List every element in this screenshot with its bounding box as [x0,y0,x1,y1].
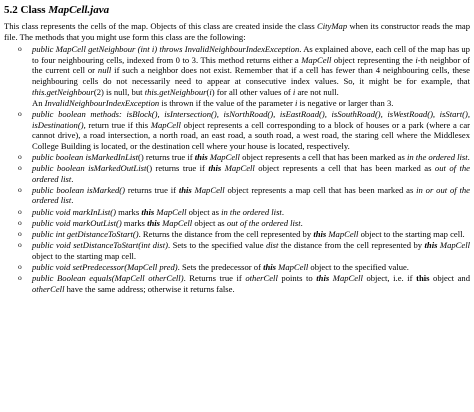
method-desc-italic: otherCell [245,273,278,284]
section-heading [4,4,470,17]
method-desc: -th neighbor of the current cell or [32,54,470,76]
method-desc-bold: this [141,206,155,217]
method-desc-italic: MapCell [439,240,470,251]
method-desc: ) for all other values of [211,86,293,97]
method-signature: public void setDistanceToStart(int dist) [32,240,168,251]
method-desc: have the same address; otherwise it returns false. [64,283,235,294]
method-desc: . [281,206,284,217]
method-desc: . As explained above, each cell of the map has up to four neighbouring cells, indexed from 0 to 3. This method returns either a [32,44,470,65]
method-desc: points to [277,273,317,284]
method-desc-bold: this [194,151,208,162]
method-signature: public void setPredecessor(MapCell pred) [32,262,178,272]
method-desc: . Sets to the specified value [167,240,266,251]
method-desc: . [300,217,303,228]
method-signature: public boolean isMarkedOutList [32,163,147,174]
note-exception-name: InvalidNeighbourIndexException [44,97,160,108]
method-desc: if such a neighbor does not exist. Remember that if a cell has fewer than 4 neighbouring cells, these neighbouring cells do not necessarily need to appear at consecutive index values. So, it might be for example, that [32,65,471,86]
note-text: is thrown if the value of the parameter [159,97,295,108]
note-text: is negative or larger than 3. [297,97,394,108]
method-desc-italic: MapCell [328,229,359,240]
method-desc: object representing the [331,54,416,65]
method-desc: object represents a cell that has been marked as [239,151,407,162]
list-item [18,108,471,151]
list-item [18,273,471,294]
method-desc-italic: otherCell [32,283,65,294]
method-desc-bold: this [313,229,327,240]
method-desc-italic: this.getNeighbour [32,86,94,97]
intro-text-end: when its constructor reads the map file. The methods that you might use form this class are the following: [4,21,470,42]
list-item [18,44,471,97]
method-desc-italic: MapCell [224,163,255,174]
method-desc-italic: MapCell [301,54,332,65]
bullet-icon: o [18,229,22,239]
method-desc: () returns true if [137,151,195,162]
method-desc: () returns true if [146,163,209,174]
method-desc: . Sets the predecessor of [177,262,264,272]
method-desc-bold: this [424,240,438,251]
list-item [18,163,470,184]
method-desc: . [71,173,74,184]
method-signature: public boolean isMarkedInList [32,151,138,162]
method-desc: , return true if this [83,119,151,130]
method-desc: . [467,151,470,162]
method-desc: object as [192,217,227,228]
bullet-icon: o [18,44,22,54]
method-desc: returns true if [125,184,179,195]
method-signature: public Boolean equals(MapCell otherCell) [32,273,184,284]
method-desc: object represents a map cell that has been marked as [224,184,417,195]
method-desc-italic: MapCell [156,206,187,217]
method-desc: . Returns true if [183,273,246,284]
method-desc: ( [206,86,210,97]
list-item [18,229,470,240]
method-desc: object to the starting map cell. [32,250,137,261]
method-desc-bold: this [316,273,330,284]
document-page [4,4,470,295]
method-desc-bold: this [178,184,192,195]
method-desc: (2) is null, but [93,86,145,97]
note-text: An [32,97,45,108]
method-list [4,44,470,97]
list-item [18,151,470,163]
method-desc-italic: i [292,86,296,97]
method-desc: object to the specified value. [308,262,409,272]
method-list-continued [4,109,470,294]
bullet-icon: o [18,262,22,271]
list-item [18,240,470,261]
intro-text: This class represents the cells of the map. Objects of this class are created inside the class [4,21,318,31]
note-param: i [295,97,298,108]
method-signature: public boolean methods: isBlock(), isIntersection(), isNorthRoad(), isEastRoad(), isSouthRoad(), isWestRoad(), isStart(), isDestination() [32,108,470,130]
list-item [18,262,470,273]
method-desc: . [71,195,74,206]
bullet-icon: o [18,151,22,161]
method-desc-italic: MapCell [194,184,225,195]
method-desc-bold: this [208,163,222,174]
method-desc-italic: in the ordered list [221,206,282,217]
method-desc-bold: this [416,273,430,284]
list-item [18,217,470,229]
method-desc: marks [121,217,148,228]
method-desc-italic: MapCell [162,217,193,228]
bullet-icon: o [18,240,22,250]
method-desc: object, i.e. if [362,273,417,284]
method-signature: public int getDistanceToStart() [32,229,139,240]
method-desc-italic: MapCell [278,262,309,272]
method-desc: marks [116,206,142,217]
method-desc: object represents a cell corresponding to a block of houses or a park (where a car cannot drive), a road intersection, a north road, an east road, a south road, a west road, the staring cell where the Middlesex College Building is located, or the destination cell where your house is located, respectively. [32,119,471,151]
method-desc-italic: in the ordered list [406,151,468,162]
bullet-icon: o [18,206,22,216]
method-desc-bold: this [147,217,160,228]
method-desc-italic: dist [266,240,279,251]
method-desc-italic: i [415,54,418,65]
bullet-icon: o [18,184,22,194]
method-signature: public void markOutList() [32,217,122,228]
method-desc-italic: MapCell [209,151,240,162]
bullet-icon: o [18,163,22,173]
method-desc-italic: out of the ordered list [226,217,301,228]
method-desc-italic: i [209,86,212,97]
method-desc-italic: MapCell [332,273,363,284]
heading-class-name: MapCell.java [48,4,110,16]
method-desc-bold: this [263,262,277,272]
method-desc-italic: in or out of the ordered list [32,184,470,206]
bullet-icon: o [18,108,22,118]
method-desc: are not null. [295,86,339,97]
method-desc: object to the starting map cell. [358,229,465,240]
method-desc: object as [186,206,222,217]
method-desc: object and [429,273,471,284]
method-desc: . Returns the distance from the cell represented by [138,229,314,240]
method-signature: public void markInList() [32,206,117,217]
method-signature: public boolean isMarked() [32,184,126,195]
list-item [18,184,470,206]
exception-note [32,98,470,109]
intro-paragraph [4,21,470,42]
method-desc-italic: MapCell [150,119,181,130]
method-desc-italic: null [97,65,112,76]
intro-class-ref: CityMap [317,21,348,31]
heading-prefix: 5.2 Class [4,4,49,16]
bullet-icon: o [18,273,22,283]
method-desc: object represents a cell that has been marked as [254,163,435,174]
method-signature: public MapCell getNeighbour (int i) throws InvalidNeighbourIndexException [32,44,300,55]
list-item [18,206,470,218]
method-desc-italic: this.getNeighbour [144,86,207,97]
method-desc: the distance from the cell represented by [278,240,425,251]
method-desc-italic: out of the ordered list [32,163,470,184]
bullet-icon: o [18,217,22,227]
